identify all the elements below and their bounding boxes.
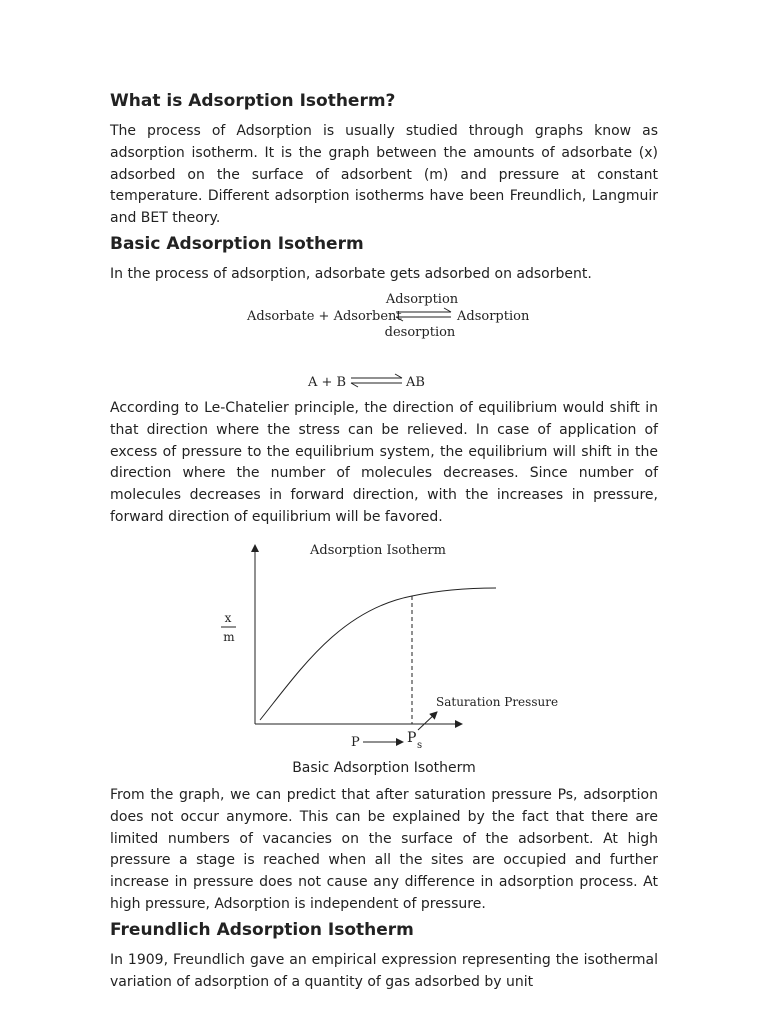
equation2-left: A + B — [308, 375, 347, 390]
paragraph-intro: The process of Adsorption is usually studied through graphs know as adsorption isotherm. It is the graph between the amounts of adsorbate (x) adsorbed on the surface of adsorbent (m) and pressure at constant temperature. Different adsorption isotherms have been Freundlich, Langmuir and BET theory. — [110, 123, 658, 227]
heading-basic-adsorption-isotherm: Basic Adsorption Isotherm — [110, 234, 364, 254]
paragraph-adsorption-process: In the process of adsorption, adsorbate gets adsorbed on adsorbent. — [110, 266, 592, 282]
figure-caption: Basic Adsorption Isotherm — [292, 760, 476, 776]
heading-what-is-adsorption-isotherm: What is Adsorption Isotherm? — [110, 91, 396, 111]
equation1-top: Adsorption — [385, 292, 459, 307]
heading-freundlich: Freundlich Adsorption Isotherm — [110, 920, 414, 940]
paragraph-saturation: From the graph, we can predict that after saturation pressure Ps, adsorption does not occur anymore. This can be explained by the fact that there are limited numbers of vacancies on the surface of the adsorbent. At high pressure a stage is reached when all the sites are occupied and further increase in pressure does not cause any difference in adsorption process. At high pressure, Adsorption is independent of pressure. — [110, 787, 658, 912]
isotherm-graph — [221, 543, 558, 751]
equation2-right: AB — [406, 375, 425, 390]
equation1-bottom: desorption — [384, 325, 456, 340]
annotation-saturation-pressure: Saturation Pressure — [436, 695, 559, 709]
equation-adsorption-reversible — [246, 292, 530, 340]
x-label-p: P — [351, 735, 360, 750]
annotation-arrow-icon — [418, 712, 437, 730]
y-label-denominator: m — [223, 630, 235, 644]
equation1-right: Adsorption — [457, 309, 530, 324]
paragraph-freundlich: In 1909, Freundlich gave an empirical expression representing the isothermal variation of adsorption of a quantity of gas adsorbed by unit — [110, 952, 658, 990]
equilibrium-arrow-icon — [351, 374, 402, 387]
equation1-left: Adsorbate + Adsorbent — [247, 309, 402, 324]
ps-label-main: P — [407, 730, 417, 746]
paragraph-le-chatelier: According to Le-Chatelier principle, the direction of equilibrium would shift in that direction where the stress can be relieved. In case of application of excess of pressure to the equilibrium system, the equilibrium will shift in the direction where the number of molecules decreases. Since number of molecules decreases in forward direction, with the increases in pressure, forward direction of equilibrium will be favored. — [110, 400, 658, 525]
ps-label-subscript: s — [417, 740, 423, 751]
y-label-numerator: x — [224, 611, 232, 625]
equation-short-form — [307, 374, 425, 390]
graph-title: Adsorption Isotherm — [310, 543, 446, 558]
equilibrium-arrow-icon — [396, 308, 451, 321]
